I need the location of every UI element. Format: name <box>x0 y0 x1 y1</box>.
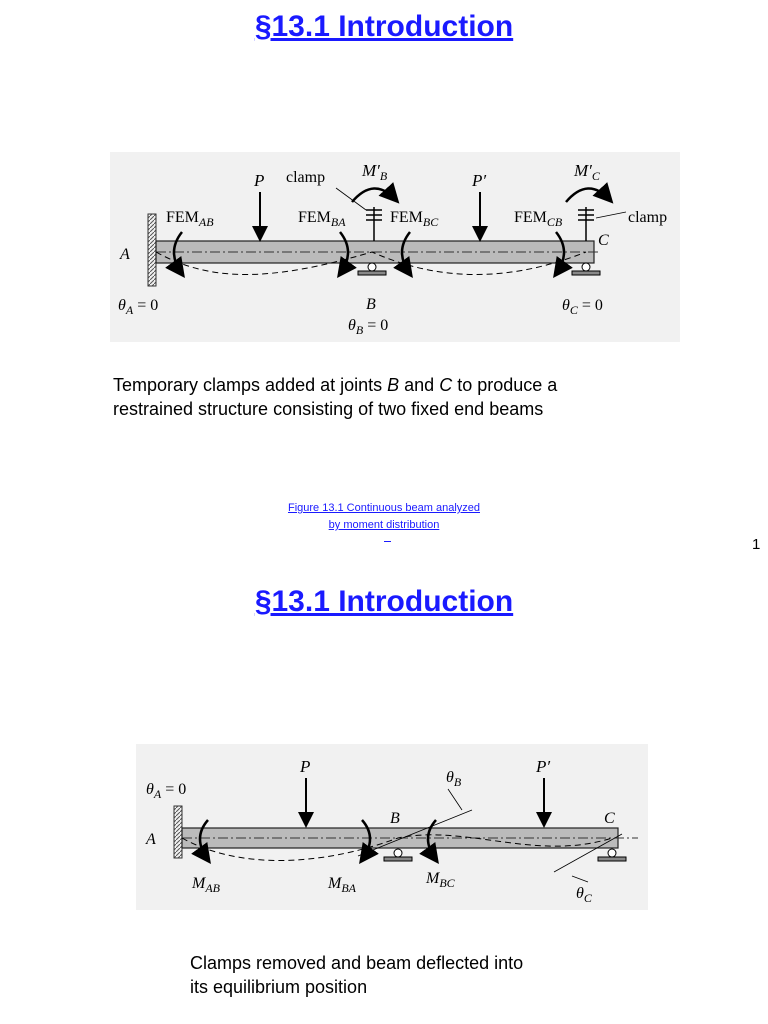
label-joint-b: B <box>366 296 376 313</box>
slide2-caption: Clamps removed and beam deflected into its equilibrium position <box>190 953 524 997</box>
label-load-p-2: P <box>300 757 311 776</box>
label-theta-b-2: $\theta_B$ <box>446 769 462 789</box>
label-fem-bc: $FEM_{BC}$ <box>390 209 439 229</box>
slide2-title: §13.1 Introduction <box>254 585 514 618</box>
label-moment-b: $M'_B$ <box>362 161 388 183</box>
label-joint-c-2: C <box>604 810 615 827</box>
label-load-p-prime: P′ <box>472 171 487 190</box>
label-clamp-right: clamp <box>628 209 668 226</box>
label-theta-a: $\theta_A = 0$ <box>118 297 159 317</box>
page-number: 1 <box>752 536 761 553</box>
label-theta-c-2: $\theta_C$ <box>576 885 592 905</box>
label-load-p: P <box>254 171 265 190</box>
fixed-wall-a-2 <box>174 806 182 858</box>
label-support-a-2: A <box>146 831 156 848</box>
label-m-bc: $M_{BC}$ <box>426 870 455 890</box>
label-theta-a-2: $\theta_A = 0$ <box>146 781 187 801</box>
label-joint-c: C <box>598 232 609 249</box>
label-clamp-left: clamp <box>286 169 326 186</box>
label-fem-ab: $FEM_{AB}$ <box>166 209 214 229</box>
fixed-wall-a <box>148 214 156 286</box>
figure-deflected-beam <box>136 744 648 910</box>
label-support-a: A <box>120 246 130 263</box>
label-joint-b-2: B <box>390 810 400 827</box>
link-underscore <box>384 541 391 542</box>
label-m-ba: $M_{BA}$ <box>328 875 356 895</box>
label-fem-cb: $FEM_{CB}$ <box>514 209 563 229</box>
slide1-title: §13.1 Introduction <box>254 10 514 43</box>
label-theta-b: $\theta_B = 0$ <box>348 317 389 337</box>
label-theta-c: $\theta_C = 0$ <box>562 297 603 317</box>
slide1-caption: Temporary clamps added at joints B and C to produce a restrained structure consisting of two fixed end beams <box>113 375 558 419</box>
label-moment-c: $M'_C$ <box>574 161 600 183</box>
label-fem-ba: $FEM_{BA}$ <box>298 209 346 229</box>
figure-link[interactable]: Figure 13.1 Continuous beam analyzed by moment distribution <box>287 502 480 531</box>
label-m-ab: $M_{AB}$ <box>192 875 220 895</box>
figure-restrained-beam <box>110 152 680 342</box>
label-load-p-prime-2: P′ <box>536 757 551 776</box>
